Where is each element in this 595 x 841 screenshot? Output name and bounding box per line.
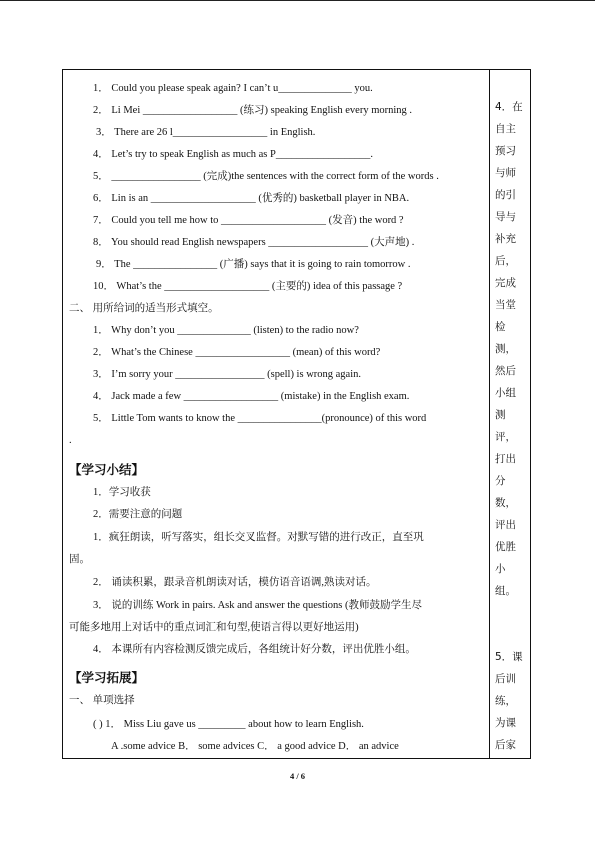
side-note-line: 自主 bbox=[495, 123, 516, 135]
side-note-line: 完成 bbox=[495, 277, 516, 289]
worksheet-line: 3． 说的训练 Work in pairs. Ask and answer the questions (教师鼓励学生尽 bbox=[93, 600, 422, 611]
worksheet-line: 5． _________________ (完成)the sentences with the correct form of the words . bbox=[93, 171, 439, 182]
side-note-line: 预习 bbox=[495, 145, 516, 157]
worksheet-line: 5． Little Tom wants to know the ________________(pronounce) of this word bbox=[93, 413, 427, 424]
worksheet-line: 1．学习收获 bbox=[93, 487, 151, 498]
worksheet-table bbox=[62, 69, 531, 759]
worksheet-line: 1． Could you please speak again? I can’t u______________ you. bbox=[93, 83, 373, 94]
section-heading: 【学习小结】 bbox=[69, 462, 145, 477]
worksheet-line: 2． 诵读积累，跟录音机朗读对话，模仿语音语调,熟读对话。 bbox=[93, 577, 377, 588]
worksheet-line: 1．疯狂朗读，听写落实，组长交叉监督。对默写错的进行改正，直至巩 bbox=[93, 532, 424, 543]
worksheet-line: A .some advice B． some advices C． a good advice D． an advice bbox=[111, 741, 399, 752]
worksheet-line: 9． The ________________ (广播) says that it is going to rain tomorrow . bbox=[96, 259, 411, 270]
worksheet-line: ( ) 1． Miss Liu gave us _________ about how to learn English. bbox=[93, 719, 364, 730]
side-note-line: 测， bbox=[495, 343, 516, 355]
side-note-line: 后训 bbox=[495, 673, 516, 685]
section-heading: 【学习拓展】 bbox=[69, 670, 145, 685]
side-note-line: 的引 bbox=[495, 189, 516, 201]
side-note-line: 测 bbox=[495, 409, 506, 421]
worksheet-line: 3． I’m sorry your _________________ (spell) is wrong again. bbox=[93, 369, 362, 380]
worksheet-line: 4． Jack made a few __________________ (mistake) in the English exam. bbox=[93, 391, 410, 402]
worksheet-line: 一、 单项选择 bbox=[69, 695, 135, 706]
side-note-line: 分 bbox=[495, 475, 506, 487]
side-note-line: 补充 bbox=[495, 233, 516, 245]
worksheet-line: 4． 本课所有内容检测反馈完成后，各组统计好分数，评出优胜小组。 bbox=[93, 644, 416, 655]
worksheet-line: 10． What’s the ____________________ (主要的) idea of this passage ? bbox=[93, 281, 403, 292]
page-number: 4 / 6 bbox=[289, 771, 306, 781]
side-note-line: 导与 bbox=[495, 211, 516, 223]
worksheet-line: 固。 bbox=[69, 554, 90, 565]
side-column bbox=[491, 70, 531, 758]
worksheet-line: 2． Li Mei __________________ (练习) speaking English every morning . bbox=[93, 105, 413, 116]
side-note-line: 小组 bbox=[495, 387, 516, 399]
worksheet-line: 可能多地用上对话中的重点词汇和句型,使语言得以更好地运用) bbox=[69, 622, 359, 633]
side-note-line: 4．在 bbox=[495, 101, 523, 113]
side-note-line: 5．课 bbox=[495, 651, 523, 663]
worksheet-line: 2． What’s the Chinese __________________ (mean) of this word? bbox=[93, 347, 381, 358]
side-note-line: 评出 bbox=[495, 519, 516, 531]
worksheet-line: . bbox=[69, 435, 72, 446]
worksheet-line: 7． Could you tell me how to ____________________ (发音) the word ? bbox=[93, 215, 404, 226]
side-note-line: 后， bbox=[495, 255, 516, 267]
side-note-line: 优胜 bbox=[495, 541, 516, 553]
worksheet-line: 6． Lin is an ____________________ (优秀的) basketball player in NBA. bbox=[93, 193, 410, 204]
worksheet-line: 2．需要注意的问题 bbox=[93, 509, 183, 520]
worksheet-line: 4． Let’s try to speak English as much as P__________________. bbox=[93, 149, 373, 160]
side-note-line: 然后 bbox=[495, 365, 516, 377]
worksheet-line: 8． You should read English newspapers ___________________ (大声地) . bbox=[93, 237, 415, 248]
column-divider bbox=[489, 69, 490, 759]
side-note-line: 打出 bbox=[495, 453, 516, 465]
side-note-line: 练， bbox=[495, 695, 516, 707]
side-note-line: 小 bbox=[495, 563, 506, 575]
side-note-line: 后家 bbox=[495, 739, 516, 751]
top-rule bbox=[0, 0, 595, 1]
worksheet-line: 3． There are 26 l__________________ in English. bbox=[96, 127, 316, 138]
main-column bbox=[63, 70, 490, 758]
side-note-line: 检 bbox=[495, 321, 506, 333]
side-note-line: 数， bbox=[495, 497, 516, 509]
worksheet-line: 1． Why don’t you ______________ (listen) to the radio now? bbox=[93, 325, 359, 336]
side-note-line: 评， bbox=[495, 431, 516, 443]
side-note-line: 当堂 bbox=[495, 299, 516, 311]
worksheet-line: 二、 用所给词的适当形式填空。 bbox=[69, 303, 219, 314]
side-note-line: 与师 bbox=[495, 167, 516, 179]
side-note-line: 为课 bbox=[495, 717, 516, 729]
side-note-line: 组。 bbox=[495, 585, 516, 597]
